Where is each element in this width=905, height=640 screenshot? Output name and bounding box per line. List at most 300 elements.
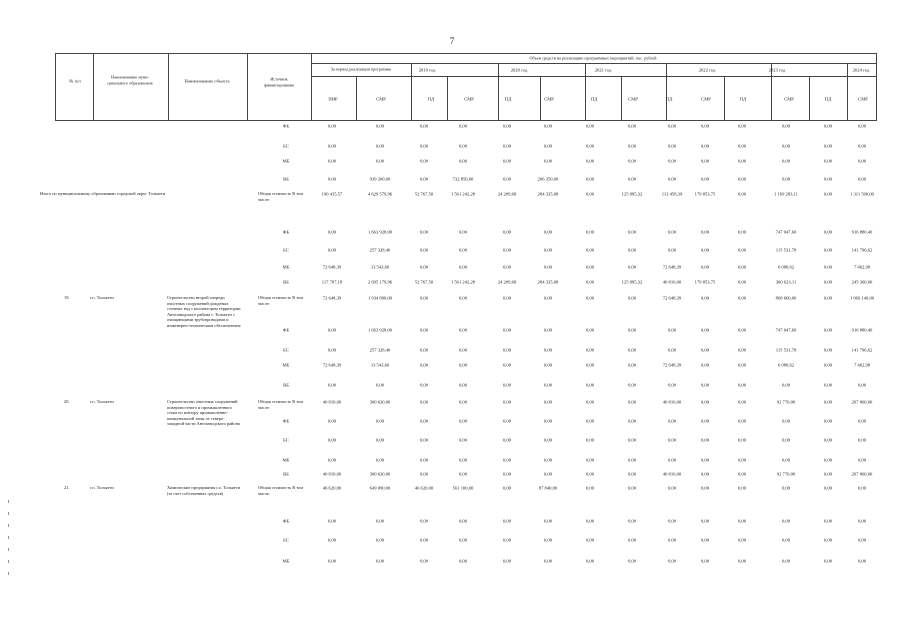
value-cell: 0,00 (781, 382, 791, 388)
value-cell: 0,00 (502, 295, 512, 301)
value-cell: 0,00 (627, 558, 637, 564)
value-cell: 300 630,00 (369, 471, 391, 477)
value-cell: 0,00 (458, 158, 468, 164)
value-cell: 0,00 (627, 327, 637, 333)
value-cell: 0,00 (419, 264, 429, 270)
year-header-6: 2024 год (852, 67, 870, 73)
value-cell: 115 531,78 (775, 247, 797, 253)
value-cell: 0,00 (823, 247, 833, 253)
value-cell: 747 047,60 (775, 229, 797, 235)
value-cell: 40 810,00 (662, 399, 682, 405)
value-cell: 0,00 (458, 437, 468, 443)
value-cell: 0,00 (502, 362, 512, 368)
value-cell: 52 767,50 (414, 191, 434, 197)
value-cell: 0,00 (667, 537, 677, 543)
value-cell: 0,00 (543, 518, 553, 524)
value-cell: 0,00 (543, 247, 553, 253)
scan-margin-mark (8, 560, 9, 563)
source-cell: ВБ (283, 279, 289, 285)
source-cell: ВБ (283, 471, 289, 477)
value-cell: 0,00 (585, 437, 595, 443)
value-cell: 0,00 (419, 537, 429, 543)
row-number: 19. (64, 295, 70, 300)
value-cell: 257 328,40 (369, 247, 391, 253)
source-cell: ФБ (282, 418, 290, 424)
value-cell: 0,00 (502, 347, 512, 353)
value-cell: 0,00 (667, 485, 677, 491)
value-cell: 206 350,00 (537, 176, 559, 182)
value-cell: 0,00 (823, 327, 833, 333)
value-cell: 0,00 (627, 418, 637, 424)
value-cell: 0,00 (857, 382, 867, 388)
value-cell: 0,00 (502, 485, 512, 491)
value-cell: 0,00 (737, 279, 747, 285)
value-cell: 0,00 (458, 295, 468, 301)
value-cell: 284 335,08 (537, 191, 559, 197)
value-cell: 0,00 (700, 362, 710, 368)
value-cell: 0,00 (543, 264, 553, 270)
table-header (55, 53, 877, 121)
header-rule (411, 76, 412, 120)
value-cell: 125 985,32 (621, 191, 643, 197)
value-cell: 0,00 (823, 399, 833, 405)
value-cell: 0,00 (627, 537, 637, 543)
value-cell: 0,00 (502, 382, 512, 388)
value-cell: 0,00 (667, 558, 677, 564)
value-cell: 0,00 (502, 176, 512, 182)
value-cell: 0,00 (737, 247, 747, 253)
value-cell: 0,00 (737, 229, 747, 235)
value-cell: 0,00 (700, 247, 710, 253)
value-cell: 0,00 (627, 123, 637, 129)
value-cell: 0,00 (667, 327, 677, 333)
value-cell: 0,00 (700, 537, 710, 543)
value-cell: 0,00 (502, 123, 512, 129)
value-cell: 0,00 (419, 382, 429, 388)
value-cell: 0,00 (543, 158, 553, 164)
value-cell: 0,00 (419, 418, 429, 424)
value-cell: 0,00 (458, 362, 468, 368)
header-rule (447, 76, 448, 120)
value-cell: 0,00 (667, 437, 677, 443)
value-cell: 0,00 (327, 558, 337, 564)
value-cell: 0,00 (543, 327, 553, 333)
value-cell: 0,00 (737, 347, 747, 353)
col-object-header: Наименование объекта (184, 78, 230, 84)
header-rule (311, 76, 876, 77)
header-rule (498, 63, 499, 76)
value-cell: 0,00 (737, 485, 747, 491)
value-cell: 561 100,00 (452, 485, 474, 491)
value-cell: 0,00 (327, 382, 337, 388)
value-cell: 0,00 (627, 229, 637, 235)
value-cell: 0,00 (823, 558, 833, 564)
value-cell: 0,00 (700, 264, 710, 270)
value-cell: 207 860,00 (851, 399, 873, 405)
value-cell: 0,00 (585, 399, 595, 405)
source-cell: ФБ (282, 327, 290, 333)
value-cell: 0,00 (543, 295, 553, 301)
value-cell: 0,00 (627, 485, 637, 491)
value-cell: 92 770,00 (776, 471, 796, 477)
municipality-cell: г.о. Тольятти (90, 399, 114, 404)
value-cell: 46 620,00 (414, 485, 434, 491)
value-cell: 916 880,40 (851, 229, 873, 235)
value-cell: 72 648,39 (662, 362, 682, 368)
value-cell: 0,00 (857, 457, 867, 463)
value-cell: 732 850,00 (452, 176, 474, 182)
value-cell: 0,00 (585, 264, 595, 270)
source-cell: МБ (282, 362, 290, 368)
value-cell: 0,00 (823, 295, 833, 301)
value-cell: 0,00 (700, 327, 710, 333)
value-cell: 1 066 140,00 (849, 295, 875, 301)
value-cell: 0,00 (737, 558, 747, 564)
value-cell: 0,00 (543, 437, 553, 443)
value-cell: 0,00 (543, 471, 553, 477)
value-cell: 0,00 (627, 143, 637, 149)
sub-year-smr: СМР (628, 96, 638, 102)
value-cell: 113 458,39 (661, 191, 683, 197)
value-cell: 0,00 (543, 229, 553, 235)
value-cell: 0,00 (700, 176, 710, 182)
value-cell: 0,00 (857, 176, 867, 182)
value-cell: 1 934 800,00 (367, 295, 393, 301)
value-cell: 0,00 (700, 437, 710, 443)
value-cell: 0,00 (823, 143, 833, 149)
value-cell: 0,00 (667, 418, 677, 424)
value-cell: 0,00 (458, 471, 468, 477)
header-rule (168, 54, 169, 120)
value-cell: 0,00 (419, 437, 429, 443)
value-cell: 0,00 (419, 295, 429, 301)
header-rule (585, 63, 586, 76)
value-cell: 0,00 (458, 143, 468, 149)
value-cell: 13 543,60 (370, 264, 390, 270)
value-cell: 0,00 (585, 158, 595, 164)
value-cell: 0,00 (585, 558, 595, 564)
value-cell: 0,00 (823, 347, 833, 353)
value-cell: 0,00 (737, 362, 747, 368)
value-cell: 0,00 (543, 399, 553, 405)
value-cell: 0,00 (781, 123, 791, 129)
source-cell: МБ (282, 558, 290, 564)
value-cell: 245 360,00 (851, 279, 873, 285)
value-cell: 0,00 (737, 191, 747, 197)
value-cell: 0,00 (502, 158, 512, 164)
value-cell: 0,00 (667, 457, 677, 463)
value-cell: 0,00 (543, 143, 553, 149)
value-cell: 0,00 (781, 485, 791, 491)
value-cell: 0,00 (585, 123, 595, 129)
value-cell: 0,00 (458, 558, 468, 564)
value-cell: 0,00 (737, 382, 747, 388)
scan-margin-mark (8, 500, 9, 503)
sub-year-pd: ПД (427, 96, 435, 102)
value-cell: 190 435,57 (321, 191, 343, 197)
value-cell: 0,00 (737, 123, 747, 129)
value-cell: 0,00 (700, 143, 710, 149)
value-cell: 0,00 (502, 457, 512, 463)
value-cell: 0,00 (737, 143, 747, 149)
value-cell: 72 648,39 (322, 295, 342, 301)
sub-year-smr: СМР (701, 96, 711, 102)
value-cell: 257 328,40 (369, 347, 391, 353)
value-cell: 0,00 (419, 158, 429, 164)
value-cell: 0,00 (327, 537, 337, 543)
value-cell: 0,00 (857, 418, 867, 424)
value-cell: 0,00 (327, 437, 337, 443)
value-cell: 0,00 (627, 471, 637, 477)
sub-total-smr: СМР (376, 96, 386, 102)
year-header-5: 2023 год (768, 67, 786, 73)
value-cell: 0,00 (458, 457, 468, 463)
value-cell: 0,00 (375, 437, 385, 443)
scan-margin-mark (8, 572, 9, 575)
value-cell: 284 335,08 (537, 279, 559, 285)
value-cell: 0,00 (700, 418, 710, 424)
scan-margin-mark (8, 512, 9, 515)
value-cell: 0,00 (585, 382, 595, 388)
value-cell: 72 648,39 (322, 264, 342, 270)
value-cell: 0,00 (700, 229, 710, 235)
value-cell: 649 090,00 (369, 485, 391, 491)
value-cell: 40 810,00 (662, 471, 682, 477)
value-cell: 207 860,00 (851, 471, 873, 477)
value-cell: 0,00 (667, 158, 677, 164)
year-header-4: 2022 год (698, 67, 716, 73)
value-cell: 0,00 (543, 418, 553, 424)
value-cell: 0,00 (667, 382, 677, 388)
value-cell: 0,00 (585, 143, 595, 149)
value-cell: 0,00 (419, 327, 429, 333)
value-cell: 0,00 (502, 418, 512, 424)
value-cell: 2 695 179,96 (367, 279, 393, 285)
value-cell: 0,00 (585, 471, 595, 477)
source-cell: МБ (282, 264, 290, 270)
value-cell: 117 787,18 (321, 279, 343, 285)
value-cell: 0,00 (502, 558, 512, 564)
source-cell: Общая стоимость В том числе: (258, 191, 304, 202)
total-period-header: За период реализации программы (330, 66, 392, 72)
value-cell: 0,00 (419, 176, 429, 182)
value-cell: 0,00 (419, 558, 429, 564)
value-cell: 0,00 (823, 518, 833, 524)
value-cell: 141 796,62 (851, 347, 873, 353)
value-cell: 0,00 (375, 158, 385, 164)
value-cell: 0,00 (327, 123, 337, 129)
source-cell: БС (283, 143, 289, 149)
page-number: 7 (449, 36, 455, 46)
value-cell: 0,00 (419, 347, 429, 353)
value-cell: 0,00 (585, 485, 595, 491)
value-cell: 0,00 (327, 143, 337, 149)
value-cell: 0,00 (627, 382, 637, 388)
sub-year-pd: ПД (590, 96, 598, 102)
value-cell: 0,00 (543, 457, 553, 463)
value-cell: 0,00 (823, 362, 833, 368)
value-cell: 0,00 (823, 158, 833, 164)
value-cell: 0,00 (585, 418, 595, 424)
value-cell: 40 810,00 (322, 471, 342, 477)
value-cell: 0,00 (543, 123, 553, 129)
value-cell: 0,00 (781, 418, 791, 424)
value-cell: 52 767,50 (414, 279, 434, 285)
header-rule (356, 76, 357, 120)
value-cell: 24 209,68 (497, 279, 517, 285)
header-rule (666, 63, 667, 76)
value-cell: 0,00 (700, 471, 710, 477)
value-cell: 0,00 (327, 247, 337, 253)
value-cell: 0,00 (700, 382, 710, 388)
value-cell: 0,00 (502, 229, 512, 235)
value-cell: 1 169 283,11 (774, 191, 798, 197)
source-cell: МБ (282, 457, 290, 463)
value-cell: 0,00 (823, 176, 833, 182)
value-cell: 0,00 (667, 518, 677, 524)
scan-margin-mark (8, 524, 9, 527)
value-cell: 1 663 928,00 (367, 327, 393, 333)
value-cell: 7 462,98 (853, 362, 871, 368)
value-cell: 0,00 (375, 537, 385, 543)
value-cell: 0,00 (458, 382, 468, 388)
volume-title: Объем средств на реализацию программных мероприятий, тыс. рублей (529, 55, 657, 61)
value-cell: 0,00 (823, 123, 833, 129)
header-rule (411, 63, 412, 76)
value-cell: 300 623,11 (775, 279, 797, 285)
value-cell: 0,00 (543, 347, 553, 353)
header-rule (247, 54, 248, 120)
year-header-2: 2020 год (510, 67, 528, 73)
value-cell: 0,00 (375, 418, 385, 424)
value-cell: 0,00 (700, 158, 710, 164)
value-cell: 4 629 579,96 (367, 191, 393, 197)
header-rule (621, 76, 622, 120)
value-cell: 0,00 (857, 485, 867, 491)
value-cell: 0,00 (543, 362, 553, 368)
year-header-1: 2019 год (418, 67, 436, 73)
value-cell: 0,00 (823, 229, 833, 235)
value-cell: 0,00 (667, 123, 677, 129)
value-cell: 0,00 (700, 485, 710, 491)
value-cell: 0,00 (737, 437, 747, 443)
value-cell: 0,00 (857, 143, 867, 149)
value-cell: 0,00 (737, 471, 747, 477)
value-cell: 0,00 (737, 176, 747, 182)
municipality-cell: г.о. Тольятти (90, 295, 114, 300)
header-rule (498, 76, 499, 120)
value-cell: 0,00 (700, 558, 710, 564)
value-cell: 0,00 (419, 143, 429, 149)
value-cell: 0,00 (737, 518, 747, 524)
source-cell: МБ (282, 158, 290, 164)
value-cell: 0,00 (419, 399, 429, 405)
object-name-cell: Химические предприятия г.о. Тольятти (за счет собственных средств) (167, 485, 241, 496)
value-cell: 0,00 (781, 558, 791, 564)
value-cell: 72 648,39 (322, 362, 342, 368)
value-cell: 0,00 (327, 229, 337, 235)
value-cell: 0,00 (737, 457, 747, 463)
value-cell: 0,00 (375, 382, 385, 388)
value-cell: 0,00 (458, 247, 468, 253)
value-cell: 0,00 (700, 123, 710, 129)
value-cell: 0,00 (543, 382, 553, 388)
col-num-header: № п/п (69, 78, 81, 84)
header-rule (540, 76, 541, 120)
value-cell: 0,00 (585, 362, 595, 368)
value-cell: 0,00 (823, 537, 833, 543)
header-rule (724, 76, 725, 120)
value-cell: 1 311 500,00 (850, 191, 874, 197)
sub-year-pd: ПД (665, 96, 673, 102)
value-cell: 0,00 (585, 247, 595, 253)
source-cell: БС (283, 437, 289, 443)
value-cell: 916 880,40 (851, 327, 873, 333)
value-cell: 0,00 (627, 347, 637, 353)
value-cell: 0,00 (823, 191, 833, 197)
value-cell: 0,00 (700, 295, 710, 301)
value-cell: 0,00 (585, 295, 595, 301)
source-cell: ВБ (283, 382, 289, 388)
value-cell: 0,00 (627, 399, 637, 405)
value-cell: 6 080,62 (777, 264, 795, 270)
value-cell: 87 840,00 (538, 485, 558, 491)
source-cell: Общая стоимость В том числе: (258, 485, 304, 496)
object-name-cell: Строительство второй очереди очистных сооружений дождевых сточных вод с коллектором территории Автозаводского района г. Тольятти с очищающими трубопроводами и инженерно-техническим обеспечением (167, 295, 241, 328)
value-cell: 0,00 (823, 485, 833, 491)
value-cell: 0,00 (502, 143, 512, 149)
value-cell: 0,00 (458, 518, 468, 524)
source-cell: Общая стоимость В том числе: (258, 295, 304, 306)
value-cell: 0,00 (585, 229, 595, 235)
value-cell: 0,00 (627, 362, 637, 368)
value-cell: 1 663 928,00 (367, 229, 393, 235)
value-cell: 0,00 (502, 437, 512, 443)
value-cell: 0,00 (502, 247, 512, 253)
value-cell: 0,00 (781, 143, 791, 149)
value-cell: 0,00 (627, 264, 637, 270)
value-cell: 0,00 (327, 418, 337, 424)
value-cell: 125 985,32 (621, 279, 643, 285)
value-cell: 0,00 (502, 327, 512, 333)
value-cell: 747 047,60 (775, 327, 797, 333)
value-cell: 0,00 (627, 158, 637, 164)
value-cell: 0,00 (781, 158, 791, 164)
value-cell: 0,00 (627, 457, 637, 463)
value-cell: 179 853,75 (694, 191, 716, 197)
value-cell: 0,00 (502, 518, 512, 524)
value-cell: 0,00 (857, 537, 867, 543)
source-cell: БС (283, 347, 289, 353)
value-cell: 0,00 (627, 247, 637, 253)
value-cell: 40 810,00 (662, 279, 682, 285)
header-rule (311, 63, 876, 64)
value-cell: 0,00 (375, 558, 385, 564)
value-cell: 0,00 (737, 399, 747, 405)
value-cell: 92 770,00 (776, 399, 796, 405)
value-cell: 0,00 (823, 418, 833, 424)
value-cell: 0,00 (375, 143, 385, 149)
sub-year-pd: ПД (504, 96, 512, 102)
value-cell: 0,00 (627, 437, 637, 443)
value-cell: 0,00 (585, 457, 595, 463)
value-cell: 0,00 (700, 518, 710, 524)
value-cell: 0,00 (823, 437, 833, 443)
header-rule (771, 76, 772, 120)
header-rule (847, 76, 848, 120)
value-cell: 0,00 (585, 537, 595, 543)
value-cell: 0,00 (823, 457, 833, 463)
